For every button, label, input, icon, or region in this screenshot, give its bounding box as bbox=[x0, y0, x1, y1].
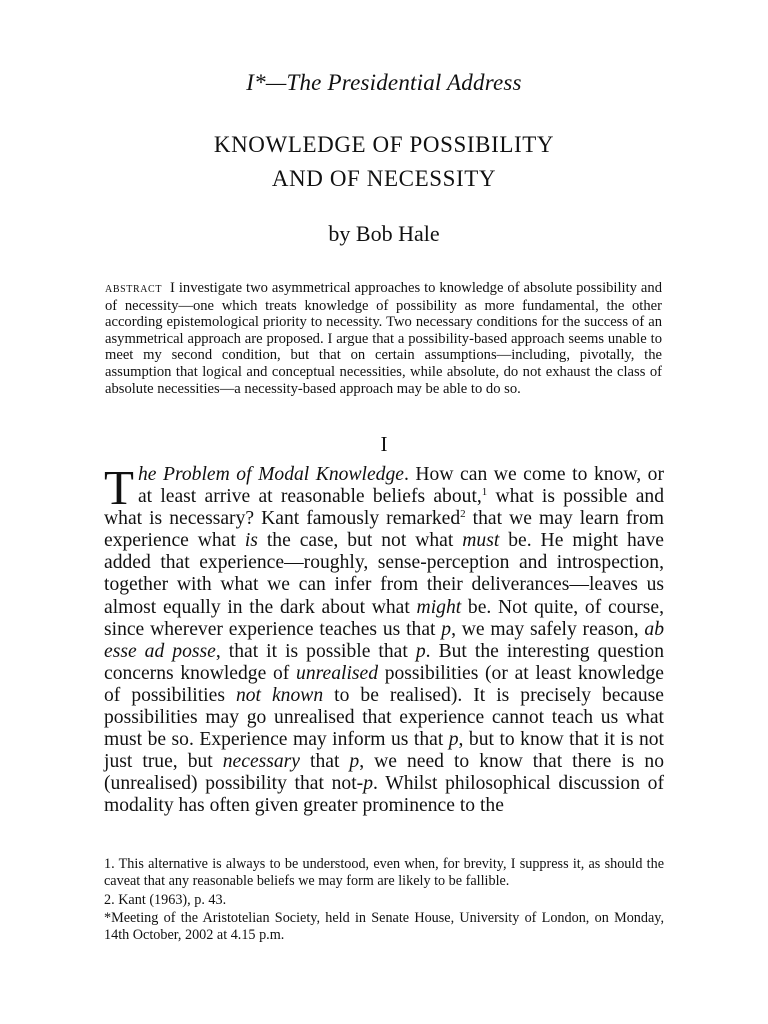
section-number: I bbox=[380, 432, 388, 456]
footnotes bbox=[104, 856, 664, 946]
footnote-2: 2. Kant (1963), p. 43. bbox=[104, 891, 227, 908]
footnote-1: 1. This alternative is always to be understood, even when, for brevity, I suppress it, as should the caveat that any reasonable beliefs we may form are likely to be fallible. bbox=[104, 856, 664, 889]
footnote-ref-1[interactable]: 1 bbox=[481, 486, 488, 499]
paper-title-line-1: KNOWLEDGE OF POSSIBILITY bbox=[213, 132, 555, 157]
body-paragraph: The Problem of Modal Knowledge. How can we come to know, or at least arrive at reasonable beliefs about,$^1$ what is possible and what is necessary? Kant famously remarked$^2$ that we may learn from experience what is the case, but not what must be. He might have added that experience—roughly, sense-perception and introspection, together with what we can infer from their deliverances—leaves us almost equally in the dark about what might be. Not quite, of course, since wherever experience teaches us that p, we may safely reason, ab esse ad posse, that it is possible that p. But the interesting question concerns knowledge of unrealised possibilities (or at least knowledge of possibilities not known to be realised). It is precisely because possibilities may go unrealised that experience cannot teach us what must be so. Experience may inform us that p, but to know that it is not just true, but necessary that p, we need to know that there is no (unrealised) possibility that not-p. Whilst philosophical discussion of modality has often given greater prominence to the bbox=[104, 460, 665, 817]
footnote-ref-2[interactable]: 2 bbox=[460, 508, 466, 521]
author-byline: by Bob Hale bbox=[328, 221, 440, 246]
abstract-label: abstract bbox=[105, 281, 163, 296]
footnote-meeting: *Meeting of the Aristotelian Society, held in Senate House, University of London, on Monday, 14th October, 2002 at 4.15 p.m. bbox=[104, 910, 664, 944]
series-title: I*—The Presidential Address bbox=[246, 70, 522, 95]
paper-title-line-2: AND OF NECESSITY bbox=[271, 166, 497, 191]
section-heading: he Problem of Modal Knowledge bbox=[137, 464, 404, 485]
abstract-text: I investigate two asymmetrical approaches to knowledge of absolute possibility and of necessity—one which treats knowledge of possibility as more fundamental, the other according epistemological priority to necessity. Two necessary conditions for the success of an asymmetrical approach are proposed. I argue that a possibility-based approach seems unable to meet my second condition, but that on certain assumptions—including, pivotally, the assumption that logical and conceptual necessities, while absolute, do not exhaust the class of absolute necessities—a necessity-based approach may be able to do so. bbox=[105, 280, 662, 397]
paper-title bbox=[0, 128, 768, 196]
abstract bbox=[105, 280, 662, 397]
drop-cap: T bbox=[104, 460, 134, 515]
